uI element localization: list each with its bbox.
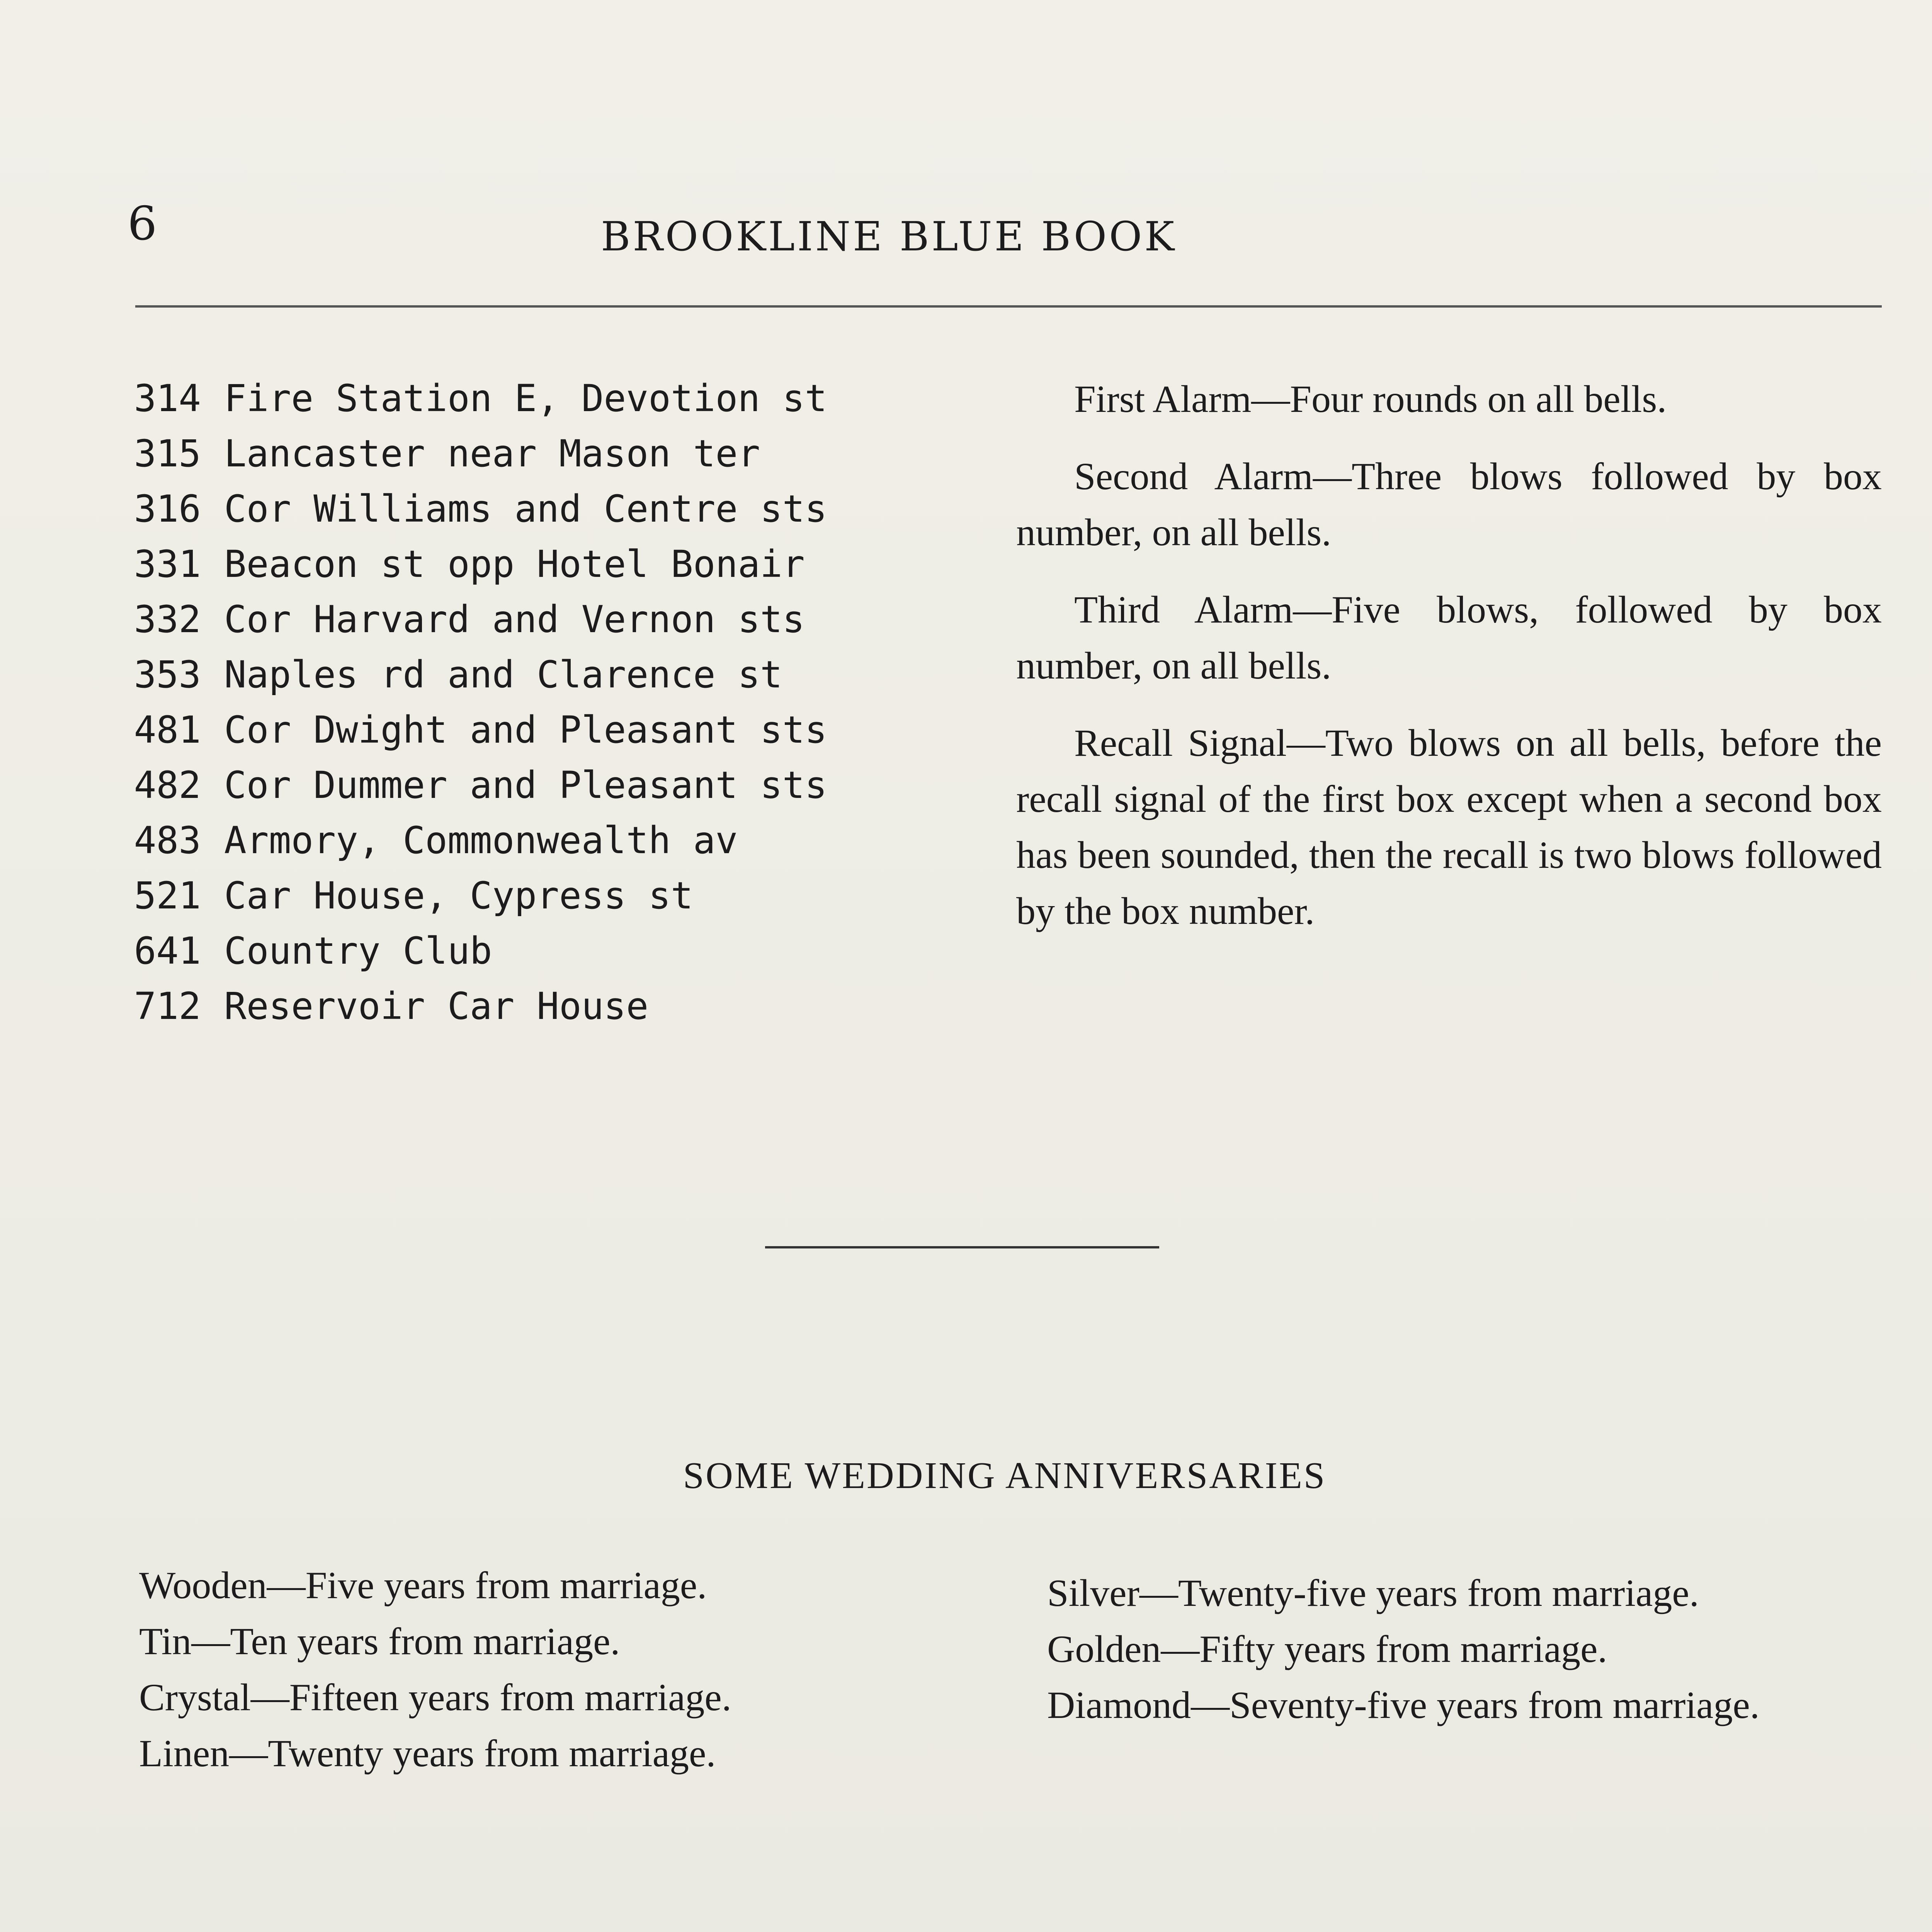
alarm-paragraph: Recall Signal—Two blows on all bells, before the recall signal of the first box except when a second box has been sounded, then the recall is two blows followed by the box number. bbox=[1016, 721, 1882, 932]
box-number: 482 bbox=[134, 764, 201, 807]
box-location: Cor Dummer and Pleasant sts bbox=[224, 764, 827, 807]
box-number: 641 bbox=[134, 929, 201, 973]
box-location: Lancaster near Mason ter bbox=[224, 432, 760, 475]
box-location: Cor Harvard and Vernon sts bbox=[224, 598, 805, 641]
list-item bbox=[100, 481, 912, 537]
box-location: Car House, Cypress st bbox=[224, 874, 693, 917]
box-location: Cor Dwight and Pleasant sts bbox=[224, 708, 827, 752]
list-item bbox=[100, 647, 912, 702]
anniversaries-right-column bbox=[997, 1565, 1839, 1733]
page-number: 6 bbox=[128, 197, 157, 251]
alarm-signals bbox=[1016, 371, 1882, 960]
box-number: 331 bbox=[134, 543, 201, 586]
anniversary-entry: Golden—Fifty years from marriage. bbox=[1047, 1628, 1607, 1670]
list-item bbox=[100, 426, 912, 481]
anniversaries-left-column bbox=[89, 1557, 939, 1781]
box-location: Reservoir Car House bbox=[224, 985, 649, 1028]
anniversary-entry: Crystal—Fifteen years from marriage. bbox=[139, 1676, 731, 1719]
list-item bbox=[100, 592, 912, 647]
list-item bbox=[100, 923, 912, 979]
box-number: 353 bbox=[134, 653, 201, 696]
box-number: 712 bbox=[134, 985, 201, 1028]
box-number: 332 bbox=[134, 598, 201, 641]
box-number: 314 bbox=[134, 377, 201, 420]
list-item bbox=[100, 537, 912, 592]
box-location: Naples rd and Clarence st bbox=[224, 653, 782, 696]
box-number: 521 bbox=[134, 874, 201, 917]
anniversary-entry: Wooden—Five years from marriage. bbox=[139, 1564, 707, 1607]
list-item bbox=[100, 371, 912, 426]
alarm-paragraph: Third Alarm—Five blows, followed by box number, on all bells. bbox=[1016, 588, 1882, 687]
list-item bbox=[100, 758, 912, 813]
running-title: BROOKLINE BLUE BOOK bbox=[600, 213, 1177, 260]
alarm-paragraph: Second Alarm—Three blows followed by box number, on all bells. bbox=[1016, 455, 1882, 554]
anniversary-entry: Diamond—Seventy-five years from marriage. bbox=[1047, 1684, 1760, 1726]
box-number: 481 bbox=[134, 708, 201, 752]
box-location: Cor Williams and Centre sts bbox=[224, 487, 827, 531]
list-item bbox=[100, 702, 912, 758]
list-item bbox=[100, 979, 912, 1034]
box-location: Country Club bbox=[224, 929, 492, 973]
list-item bbox=[100, 868, 912, 923]
anniversary-entry: Tin—Ten years from marriage. bbox=[139, 1620, 620, 1663]
box-number: 315 bbox=[134, 432, 201, 475]
header-divider bbox=[135, 305, 1882, 308]
anniversaries-heading: SOME WEDDING ANNIVERSARIES bbox=[683, 1455, 1327, 1497]
section-divider bbox=[765, 1246, 1159, 1248]
alarm-paragraph: First Alarm—Four rounds on all bells. bbox=[1074, 378, 1667, 420]
box-location: Armory, Commonwealth av bbox=[224, 819, 738, 862]
anniversary-entry: Linen—Twenty years from marriage. bbox=[139, 1732, 716, 1775]
fire-box-list bbox=[100, 371, 912, 1034]
list-item bbox=[100, 813, 912, 868]
box-number: 483 bbox=[134, 819, 201, 862]
box-number: 316 bbox=[134, 487, 201, 531]
box-location: Beacon st opp Hotel Bonair bbox=[224, 543, 805, 586]
anniversary-entry: Silver—Twenty-five years from marriage. bbox=[1047, 1571, 1699, 1614]
box-location: Fire Station E, Devotion st bbox=[224, 377, 827, 420]
